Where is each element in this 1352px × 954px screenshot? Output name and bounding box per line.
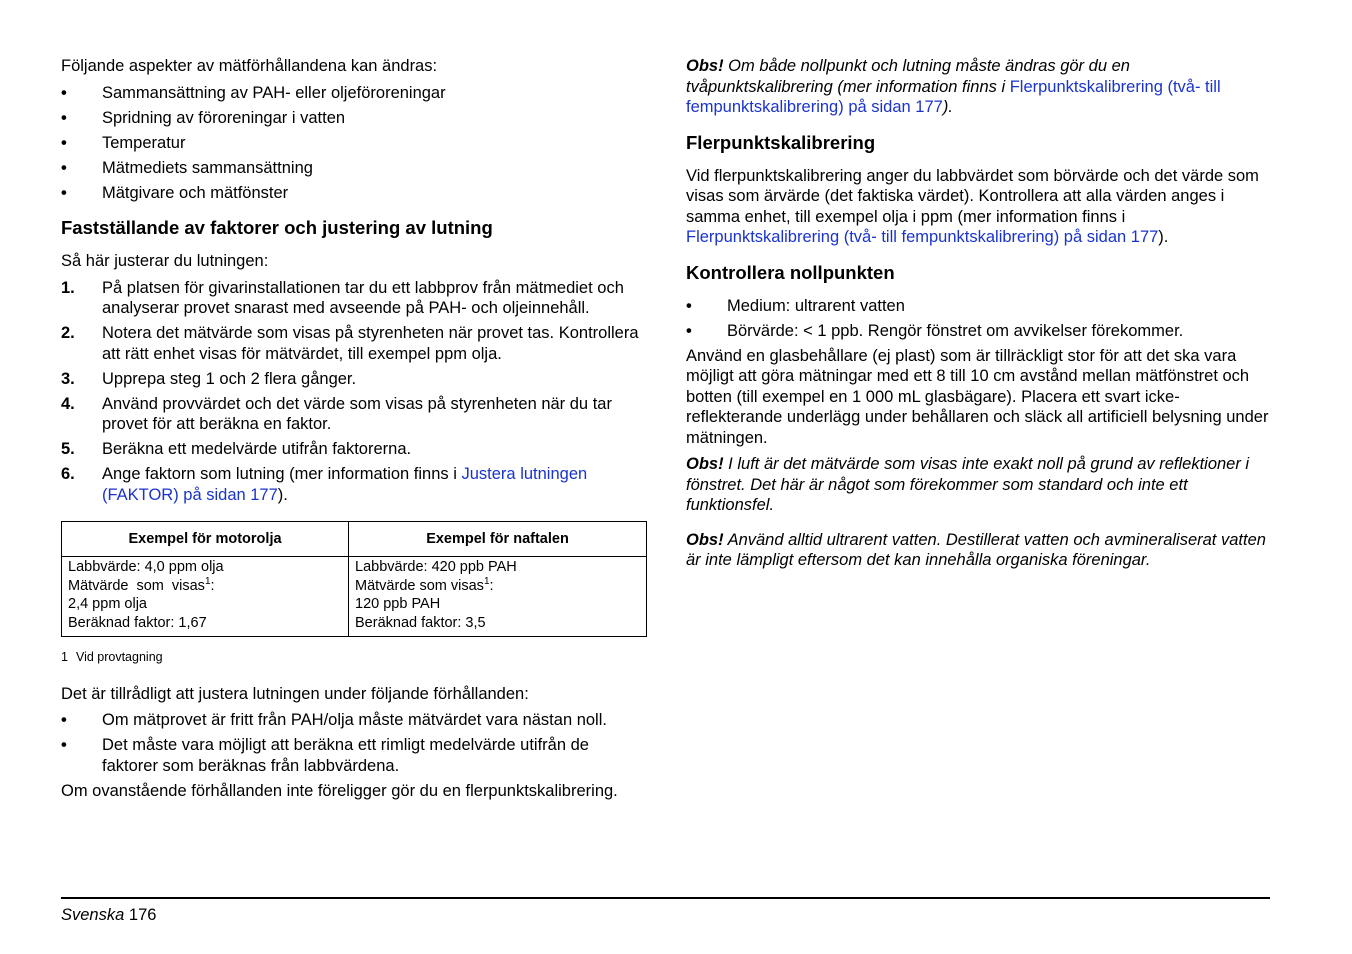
footnote-ref: 1	[204, 575, 211, 587]
steps-intro: Så här justerar du lutningen:	[61, 252, 269, 270]
bullet-icon: •	[61, 108, 67, 127]
step-item: 6. Ange faktorn som lutning (mer information finns i Justera lutningen (FAKTOR) på sidan 177).	[61, 465, 588, 504]
slope-adjust-link[interactable]: Justera lutningen (FAKTOR) på sidan 177	[102, 465, 588, 504]
page-number: 176	[128, 906, 157, 924]
footer-language: Svenska	[61, 906, 125, 924]
table-header-motor-oil: Exempel för motorolja	[62, 522, 349, 557]
bullet-icon: •	[686, 296, 692, 315]
multipoint-calibration-link-2[interactable]: Flerpunktskalibrering (två- till fempunktskalibrering) på sidan 177	[686, 228, 1159, 246]
table-cell-motor-oil: Labbvärde: 4,0 ppm olja Mätvärde som visas$^1$: 2,4 ppm olja Beräknad faktor: 1,67	[62, 557, 349, 637]
step-item: 3. Upprepa steg 1 och 2 flera gånger.	[61, 369, 357, 388]
list-item: • Om mätprovet är fritt från PAH/olja måste mätvärdet vara nästan noll.	[61, 711, 607, 729]
note-ultrapure-water: Obs! Använd alltid ultrarent vatten. Destillerat vatten och avmineraliserat vatten är inte lämpligt eftersom det kan innehålla organiska föreningar.	[686, 530, 1266, 569]
multipoint-calibration-link[interactable]: Flerpunktskalibrering (två- till fempunktskalibrering) på sidan 177	[686, 77, 1221, 116]
step-item: 5. Beräkna ett medelvärde utifrån faktorerna.	[61, 440, 412, 458]
bullet-icon: •	[61, 711, 67, 729]
step-number: 6.	[61, 465, 75, 483]
bullet-icon: •	[61, 158, 67, 177]
bullet-icon: •	[686, 321, 692, 340]
container-instructions: Använd en glasbehållare (ej plast) som är tillräckligt stor för att det ska vara möjligt att göra mätningar med ett 8 till 10 cm avstånd mellan mätfönstret och botten (till exempel en 1 000 mL glasbägare). Placera ett svart icke-reflekterande underlägg under behållaren och släck all artificiell belysning under mätningen.	[686, 346, 1269, 447]
zero-check-list	[686, 296, 1276, 342]
bullet-icon: •	[61, 83, 67, 102]
step-item: 2. Notera det mätvärde som visas på styrenheten när provet tas. Kontrollera att rätt enhet visas för mätvärdet, till exempel ppm olja.	[61, 324, 639, 363]
steps-list	[61, 278, 647, 506]
zero-check-heading: Kontrollera nollpunkten	[686, 261, 895, 283]
bullet-icon: •	[61, 736, 67, 754]
step-number: 5.	[61, 440, 75, 458]
left-column	[61, 56, 647, 807]
multipoint-heading: Flerpunktskalibrering	[686, 131, 876, 153]
page-footer	[61, 905, 156, 926]
footnote-ref: 1	[483, 575, 490, 587]
list-item: • Mätgivare och mätfönster	[61, 183, 289, 202]
footer-divider	[61, 897, 1270, 899]
step-item: 4. Använd provvärdet och det värde som visas på styrenheten när du tar provet för att beräkna en faktor.	[61, 394, 612, 433]
list-item: • Medium: ultrarent vatten	[686, 296, 905, 315]
table-footnote: 1 Vid provtagning	[61, 650, 163, 664]
note-two-point: Obs! Om både nollpunkt och lutning måste ändras gör du en tvåpunktskalibrering (mer information finns i Flerpunktskalibrering (två- till fempunktskalibrering) på sidan 177).	[686, 57, 1221, 116]
right-column	[686, 56, 1276, 577]
list-item: • Sammansättning av PAH- eller oljeföroreningar	[61, 83, 446, 102]
note-label: Obs!	[686, 530, 724, 549]
multipoint-text: Vid flerpunktskalibrering anger du labbvärdet som börvärde och det värde som visas som ärvärde (det faktiska värdet). Kontrollera att alla värden anges i samma enhet, till exempel olja i ppm (mer information finns i Flerpunktskalibrering (två- till fempunktskalibrering) på sidan 177).	[686, 166, 1259, 246]
table-header-naphthalene: Exempel för naftalen	[349, 522, 647, 557]
note-label: Obs!	[686, 57, 724, 75]
closing-text: Om ovanstående förhållanden inte föreligger gör du en flerpunktskalibrering.	[61, 781, 618, 800]
step-number: 3.	[61, 369, 75, 388]
table-cell-naphthalene: Labbvärde: 420 ppb PAH Mätvärde som visas$^1$: 120 ppb PAH Beräknad faktor: 3,5	[349, 557, 647, 637]
conditions-list	[61, 710, 647, 776]
note-label: Obs!	[686, 455, 724, 473]
step-number: 1.	[61, 278, 75, 297]
note-air-reading: Obs! I luft är det mätvärde som visas inte exakt noll på grund av reflektioner i fönstret. Det här är något som förekommer som standard och inte ett funktionsfel.	[686, 455, 1250, 514]
list-item: • Börvärde: < 1 ppb. Rengör fönstret om avvikelser förekommer.	[686, 321, 1184, 340]
list-item: • Mätmediets sammansättning	[61, 158, 313, 177]
example-table	[61, 521, 647, 637]
step-item: 1. På platsen för givarinstallationen tar du ett labbprov från mätmediet och analyserar provet snarast med avseende på PAH- och oljeinnehåll.	[61, 278, 624, 317]
list-item: • Det måste vara möjligt att beräkna ett rimligt medelvärde utifrån de faktorer som beräknas från labbvärdena.	[61, 736, 589, 775]
intro-text: Följande aspekter av mätförhållandena kan ändras:	[61, 57, 438, 75]
step-number: 4.	[61, 394, 75, 413]
list-item: • Temperatur	[61, 133, 186, 152]
aspects-list	[61, 83, 647, 204]
conditions-intro: Det är tillrådligt att justera lutningen under följande förhållanden:	[61, 684, 529, 703]
bullet-icon: •	[61, 183, 67, 202]
bullet-icon: •	[61, 133, 67, 152]
step-number: 2.	[61, 324, 75, 342]
section-heading: Fastställande av faktorer och justering av lutning	[61, 217, 493, 238]
list-item: • Spridning av föroreningar i vatten	[61, 108, 346, 127]
